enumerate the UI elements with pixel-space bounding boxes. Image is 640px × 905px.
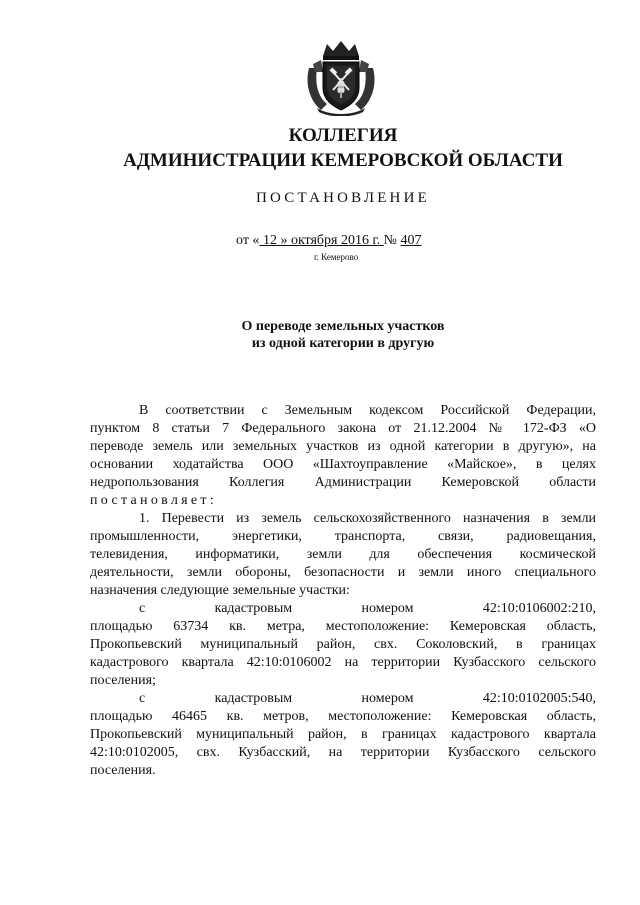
body-line: 1. Перевести из земель сельскохозяйственного назначения в земли [139,511,596,526]
document-type: ПОСТАНОВЛЕНИЕ [256,190,430,206]
body-line: В соответствии с Земельным кодексом Российской Федерации, [139,403,596,418]
body-line: назначения следующие земельные участки: [90,583,350,598]
body-line: поселения. [90,763,156,778]
body-line: пунктом 8 статьи 7 Федерального закона от 21.12.2004 № 172-ФЗ «О [90,421,596,436]
document-date-line [236,233,422,249]
coat-of-arms-emblem [303,38,379,116]
body-line: телевидения, информатики, земли для обеспечения космической [90,547,596,562]
body-line: 42:10:0102005, свх. Кузбасский, на территории Кузбасского сельского [90,745,596,760]
date-prefix: от « [236,233,260,248]
body-line: кадастрового квартала 42:10:0106002 на территории Кузбасского сельского [90,655,596,670]
date-day: 12 [259,233,281,248]
body-line: площадью 63734 кв. метра, местоположение: Кемеровская область, [90,619,596,634]
issuer-title-line2: АДМИНИСТРАЦИИ КЕМЕРОВСКОЙ ОБЛАСТИ [123,150,563,171]
subject-line1: О переводе земельных участков [241,319,445,334]
body-line: основании ходатайства ООО «Шахтоуправление «Майское», в целях [90,457,596,472]
subject-line2: из одной категории в другую [251,336,435,351]
body-line: деятельности, земли обороны, безопасности и земли иного специального [90,565,596,580]
body-text [90,402,596,780]
body-line: с кадастровым номером 42:10:0106002:210, [139,601,596,616]
city-label: г. Кемерово [314,252,359,262]
date-separator: » [280,233,291,248]
body-line: с кадастровым номером 42:10:0102005:540, [139,691,596,706]
body-line: поселения; [90,673,156,688]
body-line: Прокопьевский муниципальный район, в границах кадастрового квартала [90,727,596,742]
document-number: 407 [400,233,422,248]
date-month-year: октября 2016 г. [290,233,384,248]
body-line: переводе земель или земельных участков из одной категории в другую», на [90,439,596,454]
body-line: промышленности, энергетики, транспорта, связи, радиовещания, [90,529,596,544]
body-line: площадью 46465 кв. метров, местоположение: Кемеровская область, [90,709,596,724]
number-label: № [383,233,401,248]
issuer-title-line1: КОЛЛЕГИЯ [288,125,398,146]
body-line: постановляет: [90,493,218,508]
body-line: Прокопьевский муниципальный район, свх. Соколовский, в границах [90,637,596,652]
body-line: недропользования Коллегия Администрации Кемеровской области [90,475,596,490]
